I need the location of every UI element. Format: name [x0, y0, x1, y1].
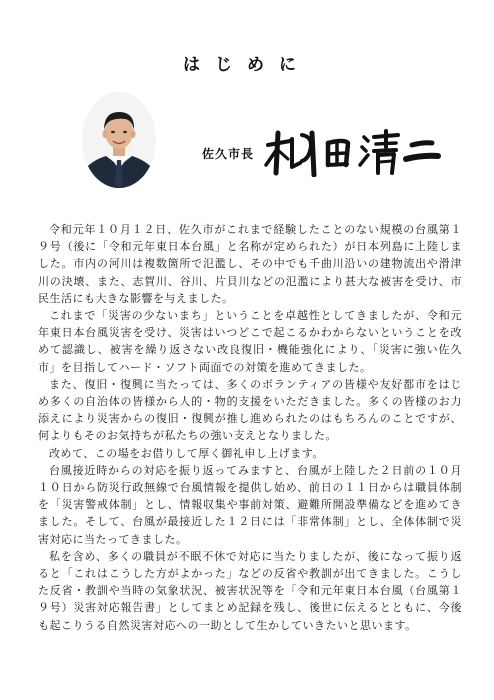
foreword-body [38, 221, 462, 634]
mayor-portrait [82, 92, 156, 188]
paragraph-disaster-resilience: これまで「災害の少ないまち」ということを卓越性としてきましたが、令和元年東日本台風災害を受け、災害はいつどこで起こるかわからないということを改めて認識し、被害を繰り返さない改良復旧・機能強化により、「災害に強い佐久市」を目指してハード・ソフト両面での対策を進めてきました。 [38, 309, 462, 374]
paragraph-typhoon-landfall: 令和元年１０月１２日、佐久市がこれまで経験したことのない規模の台風第１９号（後に「令和元年東日本台風」と名称が定められた）が日本列島に上陸しました。市内の河川は複数箇所で氾濫し、その中でも千曲川沿いの建物流出や滑津川の決壊、また、志賀川、谷川、片貝川などの氾濫により甚大な被害を受け、市民生活にも大きな影響を与えました。 [38, 223, 462, 305]
mayor-portrait-illustration [82, 92, 156, 188]
mayor-signature [262, 125, 442, 177]
mayor-title: 佐久市長 [202, 147, 255, 161]
handwritten-signature-image [262, 125, 442, 177]
paragraph-volunteer-support: また、復旧・復興に当たっては、多くのボランティアの皆様や友好都市をはじめ多くの自治体の皆様から人的・物的支援をいただきました。多くの皆様のお力添えにより災害からの復旧・復興が推し進められたのはもちろんのことですが、何よりもそのお気持ちが私たちの強い支えとなりました。 [38, 377, 462, 443]
paragraph-lessons-report: 私を含め、多くの職員が不眠不休で対応に当たりましたが、後になって振り返ると「これはこうした方がよかった」などの反省や教訓が出てきました。こうした反省・教訓や当時の気象状況、被害状況等を「令和元年東日本台風（台風第１９号）災害対応報告書」としてまとめ記録を残し、後世に伝えるとともに、今後も起こりうる自然災害対応への一助として生かしていきたいと思います。 [38, 549, 462, 632]
paragraph-thanks: 改めて、この場をお借りして厚く御礼申し上げます。 [49, 446, 324, 460]
page-title: はじめに [183, 55, 311, 75]
paragraph-response-review: 台風接近時からの対応を振り返ってみますと、台風が上陸した２日前の１０月１０日から防災行政無線で台風情報を提供し始め、前日の１１日からは職員体制を「災害警戒体制」とし、情報収集や事前対策、避難所開設準備などを進めてきました。そして、台風が最接近した１２日には「非常体制」とし、全体体制で災害対応に当たってきました。 [38, 463, 462, 546]
